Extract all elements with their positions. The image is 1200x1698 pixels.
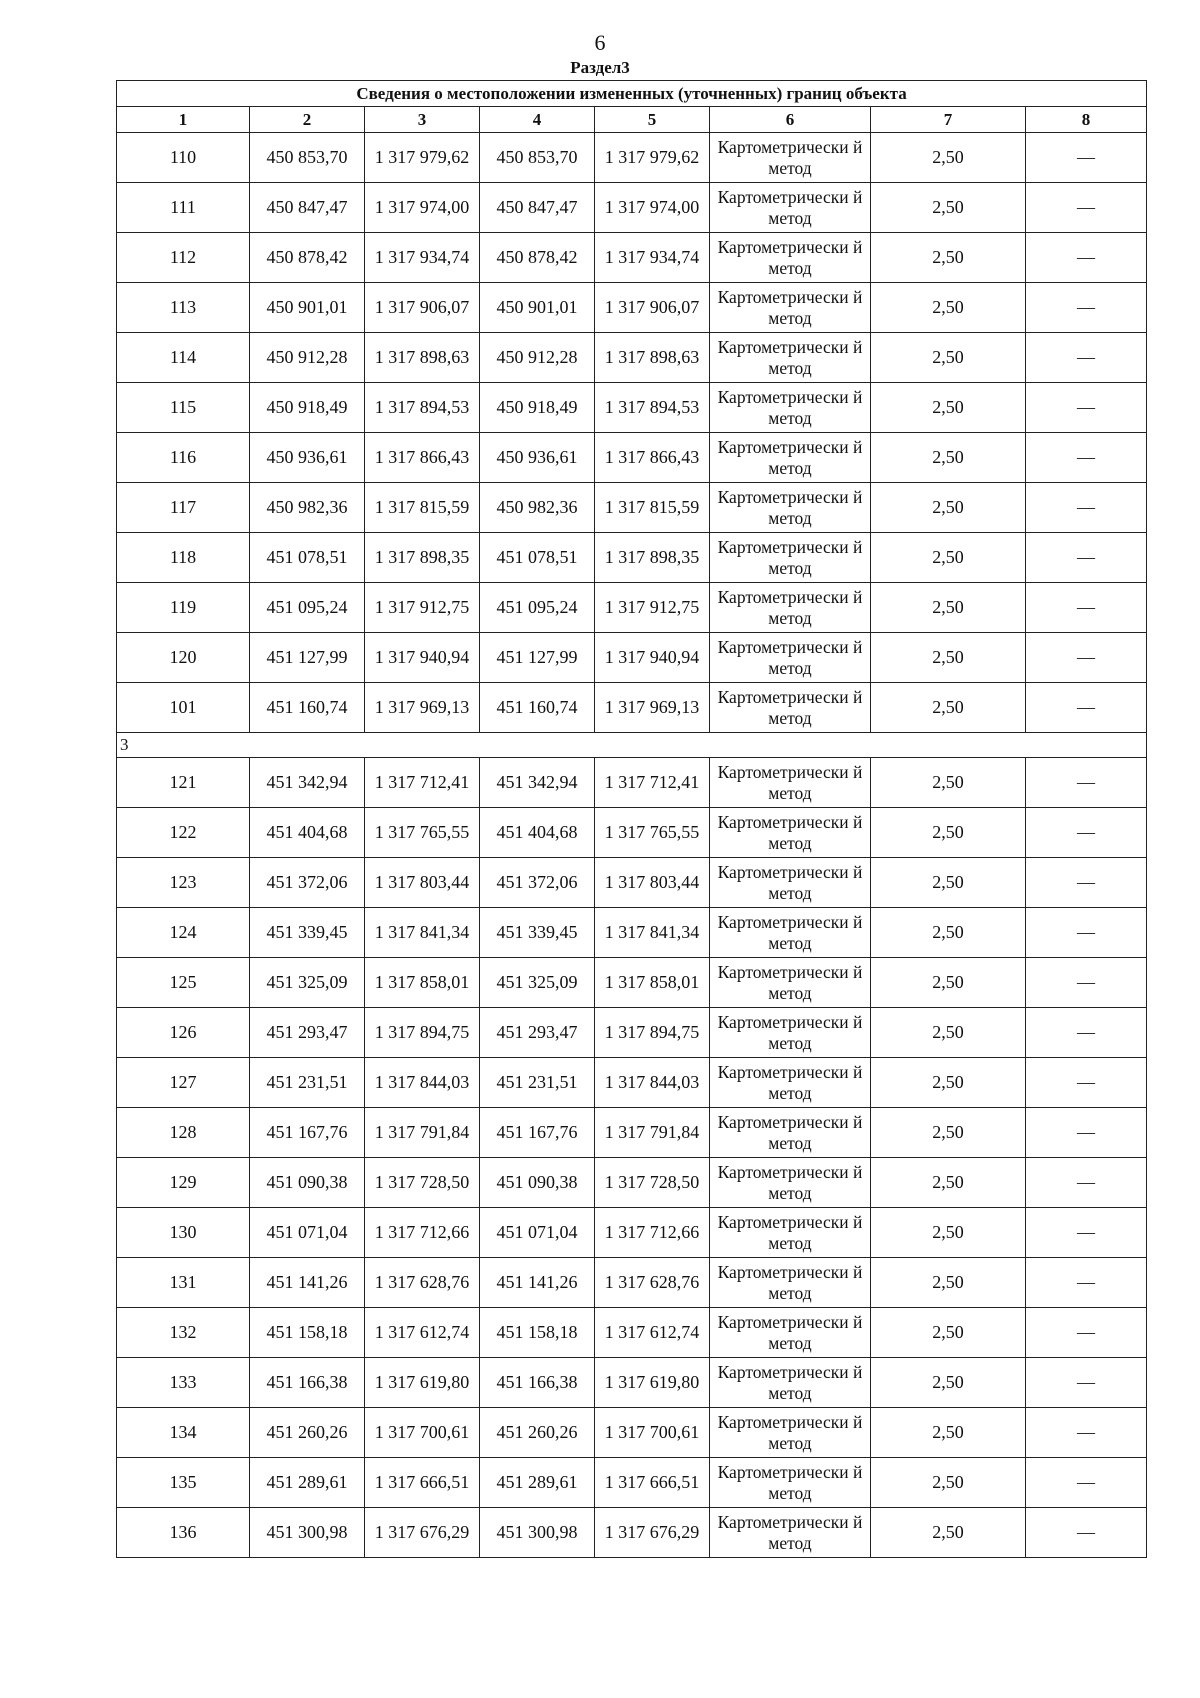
table-row [117,1158,1147,1208]
x-new-cell: 450 847,47 [480,183,595,233]
point-number-cell: 122 [117,808,250,858]
description-cell: — [1026,1158,1147,1208]
y-new-cell: 1 317 969,13 [595,683,710,733]
point-number-cell: 119 [117,583,250,633]
accuracy-cell: 2,50 [871,1508,1026,1558]
y-existing-cell: 1 317 765,55 [365,808,480,858]
contour-label: 3 [117,733,1147,758]
method-cell: Картометрически й метод [710,233,871,283]
y-new-cell: 1 317 858,01 [595,958,710,1008]
x-new-cell: 450 918,49 [480,383,595,433]
contour-label-row [117,733,1147,758]
column-number: 7 [871,107,1026,133]
method-cell: Картометрически й метод [710,333,871,383]
accuracy-cell: 2,50 [871,133,1026,183]
x-new-cell: 450 936,61 [480,433,595,483]
y-new-cell: 1 317 841,34 [595,908,710,958]
x-existing-cell: 451 078,51 [250,533,365,583]
x-existing-cell: 450 912,28 [250,333,365,383]
method-cell: Картометрически й метод [710,908,871,958]
x-new-cell: 450 901,01 [480,283,595,333]
method-cell: Картометрически й метод [710,1508,871,1558]
point-number-cell: 133 [117,1358,250,1408]
accuracy-cell: 2,50 [871,758,1026,808]
point-number-cell: 111 [117,183,250,233]
point-number-cell: 127 [117,1058,250,1108]
description-cell: — [1026,383,1147,433]
y-new-cell: 1 317 934,74 [595,233,710,283]
y-new-cell: 1 317 791,84 [595,1108,710,1158]
point-number-cell: 125 [117,958,250,1008]
y-existing-cell: 1 317 841,34 [365,908,480,958]
section-title: Раздел3 [570,58,630,77]
accuracy-cell: 2,50 [871,1208,1026,1258]
accuracy-cell: 2,50 [871,233,1026,283]
method-cell: Картометрически й метод [710,1308,871,1358]
description-cell: — [1026,1508,1147,1558]
accuracy-cell: 2,50 [871,1108,1026,1158]
description-cell: — [1026,1358,1147,1408]
method-cell: Картометрически й метод [710,583,871,633]
description-cell: — [1026,758,1147,808]
accuracy-cell: 2,50 [871,483,1026,533]
y-existing-cell: 1 317 979,62 [365,133,480,183]
y-new-cell: 1 317 974,00 [595,183,710,233]
x-new-cell: 451 293,47 [480,1008,595,1058]
table-row [117,1258,1147,1308]
y-new-cell: 1 317 898,63 [595,333,710,383]
description-cell: — [1026,633,1147,683]
accuracy-cell: 2,50 [871,283,1026,333]
point-number-cell: 120 [117,633,250,683]
table-row [117,1358,1147,1408]
x-existing-cell: 450 982,36 [250,483,365,533]
x-new-cell: 451 372,06 [480,858,595,908]
x-existing-cell: 451 127,99 [250,633,365,683]
table-row [117,1458,1147,1508]
x-new-cell: 451 166,38 [480,1358,595,1408]
y-new-cell: 1 317 619,80 [595,1358,710,1408]
x-new-cell: 451 090,38 [480,1158,595,1208]
point-number-cell: 113 [117,283,250,333]
description-cell: — [1026,283,1147,333]
x-existing-cell: 451 231,51 [250,1058,365,1108]
x-existing-cell: 451 404,68 [250,808,365,858]
method-cell: Картометрически й метод [710,1058,871,1108]
x-existing-cell: 451 260,26 [250,1408,365,1458]
y-existing-cell: 1 317 791,84 [365,1108,480,1158]
accuracy-cell: 2,50 [871,1058,1026,1108]
description-cell: — [1026,233,1147,283]
method-cell: Картометрически й метод [710,483,871,533]
y-existing-cell: 1 317 844,03 [365,1058,480,1108]
table-row [117,1058,1147,1108]
y-new-cell: 1 317 815,59 [595,483,710,533]
y-new-cell: 1 317 894,75 [595,1008,710,1058]
table-row [117,1008,1147,1058]
x-existing-cell: 451 293,47 [250,1008,365,1058]
accuracy-cell: 2,50 [871,433,1026,483]
y-existing-cell: 1 317 906,07 [365,283,480,333]
method-cell: Картометрически й метод [710,633,871,683]
coordinates-table [116,80,1147,1558]
y-existing-cell: 1 317 666,51 [365,1458,480,1508]
x-existing-cell: 450 901,01 [250,283,365,333]
method-cell: Картометрически й метод [710,433,871,483]
x-new-cell: 450 982,36 [480,483,595,533]
description-cell: — [1026,583,1147,633]
accuracy-cell: 2,50 [871,633,1026,683]
y-existing-cell: 1 317 700,61 [365,1408,480,1458]
point-number-cell: 110 [117,133,250,183]
description-cell: — [1026,1308,1147,1358]
x-existing-cell: 450 936,61 [250,433,365,483]
y-existing-cell: 1 317 866,43 [365,433,480,483]
method-cell: Картометрически й метод [710,858,871,908]
point-number-cell: 124 [117,908,250,958]
table-row [117,483,1147,533]
method-cell: Картометрически й метод [710,1158,871,1208]
accuracy-cell: 2,50 [871,683,1026,733]
method-cell: Картометрически й метод [710,1108,871,1158]
description-cell: — [1026,333,1147,383]
table-row [117,1208,1147,1258]
description-cell: — [1026,1258,1147,1308]
x-existing-cell: 451 342,94 [250,758,365,808]
x-existing-cell: 451 289,61 [250,1458,365,1508]
y-existing-cell: 1 317 894,75 [365,1008,480,1058]
column-numbers-row [117,107,1147,133]
table-row [117,958,1147,1008]
y-new-cell: 1 317 712,41 [595,758,710,808]
accuracy-cell: 2,50 [871,383,1026,433]
method-cell: Картометрически й метод [710,1358,871,1408]
y-new-cell: 1 317 979,62 [595,133,710,183]
x-new-cell: 451 342,94 [480,758,595,808]
column-number: 1 [117,107,250,133]
y-new-cell: 1 317 765,55 [595,808,710,858]
description-cell: — [1026,908,1147,958]
y-new-cell: 1 317 866,43 [595,433,710,483]
table-row [117,433,1147,483]
table-body [117,133,1147,1558]
accuracy-cell: 2,50 [871,1008,1026,1058]
table-row [117,1508,1147,1558]
y-new-cell: 1 317 940,94 [595,633,710,683]
y-new-cell: 1 317 700,61 [595,1408,710,1458]
table-row [117,1408,1147,1458]
accuracy-cell: 2,50 [871,1308,1026,1358]
point-number-cell: 131 [117,1258,250,1308]
x-new-cell: 450 878,42 [480,233,595,283]
point-number-cell: 136 [117,1508,250,1558]
y-new-cell: 1 317 676,29 [595,1508,710,1558]
y-new-cell: 1 317 628,76 [595,1258,710,1308]
y-existing-cell: 1 317 728,50 [365,1158,480,1208]
y-existing-cell: 1 317 940,94 [365,633,480,683]
table-row [117,908,1147,958]
y-existing-cell: 1 317 676,29 [365,1508,480,1558]
x-new-cell: 451 404,68 [480,808,595,858]
y-existing-cell: 1 317 712,66 [365,1208,480,1258]
y-new-cell: 1 317 894,53 [595,383,710,433]
table-row [117,533,1147,583]
y-new-cell: 1 317 803,44 [595,858,710,908]
description-cell: — [1026,133,1147,183]
y-new-cell: 1 317 612,74 [595,1308,710,1358]
description-cell: — [1026,1408,1147,1458]
method-cell: Картометрически й метод [710,958,871,1008]
table-row [117,633,1147,683]
method-cell: Картометрически й метод [710,808,871,858]
method-cell: Картометрически й метод [710,183,871,233]
x-new-cell: 451 141,26 [480,1258,595,1308]
description-cell: — [1026,1058,1147,1108]
y-existing-cell: 1 317 912,75 [365,583,480,633]
method-cell: Картометрически й метод [710,383,871,433]
point-number-cell: 117 [117,483,250,533]
accuracy-cell: 2,50 [871,958,1026,1008]
x-new-cell: 451 260,26 [480,1408,595,1458]
y-existing-cell: 1 317 898,63 [365,333,480,383]
method-cell: Картометрически й метод [710,1458,871,1508]
x-new-cell: 451 127,99 [480,633,595,683]
y-new-cell: 1 317 912,75 [595,583,710,633]
x-existing-cell: 451 372,06 [250,858,365,908]
table-row [117,233,1147,283]
point-number-cell: 118 [117,533,250,583]
description-cell: — [1026,858,1147,908]
y-existing-cell: 1 317 619,80 [365,1358,480,1408]
point-number-cell: 135 [117,1458,250,1508]
y-existing-cell: 1 317 612,74 [365,1308,480,1358]
y-new-cell: 1 317 906,07 [595,283,710,333]
method-cell: Картометрически й метод [710,1258,871,1308]
accuracy-cell: 2,50 [871,1408,1026,1458]
table-row [117,283,1147,333]
x-existing-cell: 450 878,42 [250,233,365,283]
accuracy-cell: 2,50 [871,1358,1026,1408]
column-number: 6 [710,107,871,133]
accuracy-cell: 2,50 [871,858,1026,908]
table-row [117,858,1147,908]
accuracy-cell: 2,50 [871,1158,1026,1208]
point-number-cell: 134 [117,1408,250,1458]
method-cell: Картометрически й метод [710,1408,871,1458]
description-cell: — [1026,808,1147,858]
description-cell: — [1026,1208,1147,1258]
table-row [117,758,1147,808]
x-new-cell: 450 912,28 [480,333,595,383]
x-new-cell: 450 853,70 [480,133,595,183]
point-number-cell: 121 [117,758,250,808]
y-existing-cell: 1 317 969,13 [365,683,480,733]
x-existing-cell: 451 300,98 [250,1508,365,1558]
y-existing-cell: 1 317 934,74 [365,233,480,283]
accuracy-cell: 2,50 [871,533,1026,583]
description-cell: — [1026,433,1147,483]
description-cell: — [1026,1008,1147,1058]
point-number-cell: 130 [117,1208,250,1258]
x-existing-cell: 451 158,18 [250,1308,365,1358]
x-new-cell: 451 158,18 [480,1308,595,1358]
y-existing-cell: 1 317 858,01 [365,958,480,1008]
description-cell: — [1026,183,1147,233]
table-row [117,183,1147,233]
table-title: Сведения о местоположении измененных (уточненных) границ объекта [117,81,1147,107]
x-new-cell: 451 160,74 [480,683,595,733]
y-existing-cell: 1 317 628,76 [365,1258,480,1308]
point-number-cell: 116 [117,433,250,483]
y-existing-cell: 1 317 712,41 [365,758,480,808]
column-number: 5 [595,107,710,133]
point-number-cell: 128 [117,1108,250,1158]
table-row [117,333,1147,383]
accuracy-cell: 2,50 [871,1458,1026,1508]
x-new-cell: 451 231,51 [480,1058,595,1108]
y-existing-cell: 1 317 898,35 [365,533,480,583]
accuracy-cell: 2,50 [871,583,1026,633]
y-existing-cell: 1 317 815,59 [365,483,480,533]
column-number: 8 [1026,107,1147,133]
point-number-cell: 114 [117,333,250,383]
y-new-cell: 1 317 728,50 [595,1158,710,1208]
x-new-cell: 451 095,24 [480,583,595,633]
x-existing-cell: 451 167,76 [250,1108,365,1158]
method-cell: Картометрически й метод [710,133,871,183]
table-row [117,383,1147,433]
table-row [117,683,1147,733]
x-new-cell: 451 078,51 [480,533,595,583]
x-existing-cell: 450 847,47 [250,183,365,233]
description-cell: — [1026,1458,1147,1508]
x-existing-cell: 451 160,74 [250,683,365,733]
table-row [117,1108,1147,1158]
method-cell: Картометрически й метод [710,1208,871,1258]
accuracy-cell: 2,50 [871,183,1026,233]
method-cell: Картометрически й метод [710,283,871,333]
y-new-cell: 1 317 666,51 [595,1458,710,1508]
x-existing-cell: 450 853,70 [250,133,365,183]
method-cell: Картометрически й метод [710,1008,871,1058]
y-new-cell: 1 317 712,66 [595,1208,710,1258]
x-new-cell: 451 071,04 [480,1208,595,1258]
accuracy-cell: 2,50 [871,908,1026,958]
description-cell: — [1026,683,1147,733]
accuracy-cell: 2,50 [871,808,1026,858]
method-cell: Картометрически й метод [710,533,871,583]
x-existing-cell: 451 071,04 [250,1208,365,1258]
y-existing-cell: 1 317 894,53 [365,383,480,433]
description-cell: — [1026,483,1147,533]
point-number-cell: 126 [117,1008,250,1058]
x-existing-cell: 450 918,49 [250,383,365,433]
x-existing-cell: 451 339,45 [250,908,365,958]
column-number: 3 [365,107,480,133]
x-existing-cell: 451 095,24 [250,583,365,633]
method-cell: Картометрически й метод [710,683,871,733]
description-cell: — [1026,533,1147,583]
accuracy-cell: 2,50 [871,1258,1026,1308]
point-number-cell: 112 [117,233,250,283]
point-number-cell: 115 [117,383,250,433]
x-new-cell: 451 339,45 [480,908,595,958]
table-row [117,1308,1147,1358]
description-cell: — [1026,1108,1147,1158]
y-new-cell: 1 317 898,35 [595,533,710,583]
point-number-cell: 123 [117,858,250,908]
x-existing-cell: 451 166,38 [250,1358,365,1408]
x-new-cell: 451 289,61 [480,1458,595,1508]
x-new-cell: 451 167,76 [480,1108,595,1158]
table-row [117,808,1147,858]
point-number-cell: 132 [117,1308,250,1358]
description-cell: — [1026,958,1147,1008]
method-cell: Картометрически й метод [710,758,871,808]
x-existing-cell: 451 325,09 [250,958,365,1008]
table-row [117,133,1147,183]
x-new-cell: 451 325,09 [480,958,595,1008]
x-new-cell: 451 300,98 [480,1508,595,1558]
table-row [117,583,1147,633]
accuracy-cell: 2,50 [871,333,1026,383]
point-number-cell: 101 [117,683,250,733]
x-existing-cell: 451 090,38 [250,1158,365,1208]
page-number: 6 [594,30,606,55]
y-existing-cell: 1 317 974,00 [365,183,480,233]
x-existing-cell: 451 141,26 [250,1258,365,1308]
point-number-cell: 129 [117,1158,250,1208]
column-number: 4 [480,107,595,133]
column-number: 2 [250,107,365,133]
y-new-cell: 1 317 844,03 [595,1058,710,1108]
y-existing-cell: 1 317 803,44 [365,858,480,908]
